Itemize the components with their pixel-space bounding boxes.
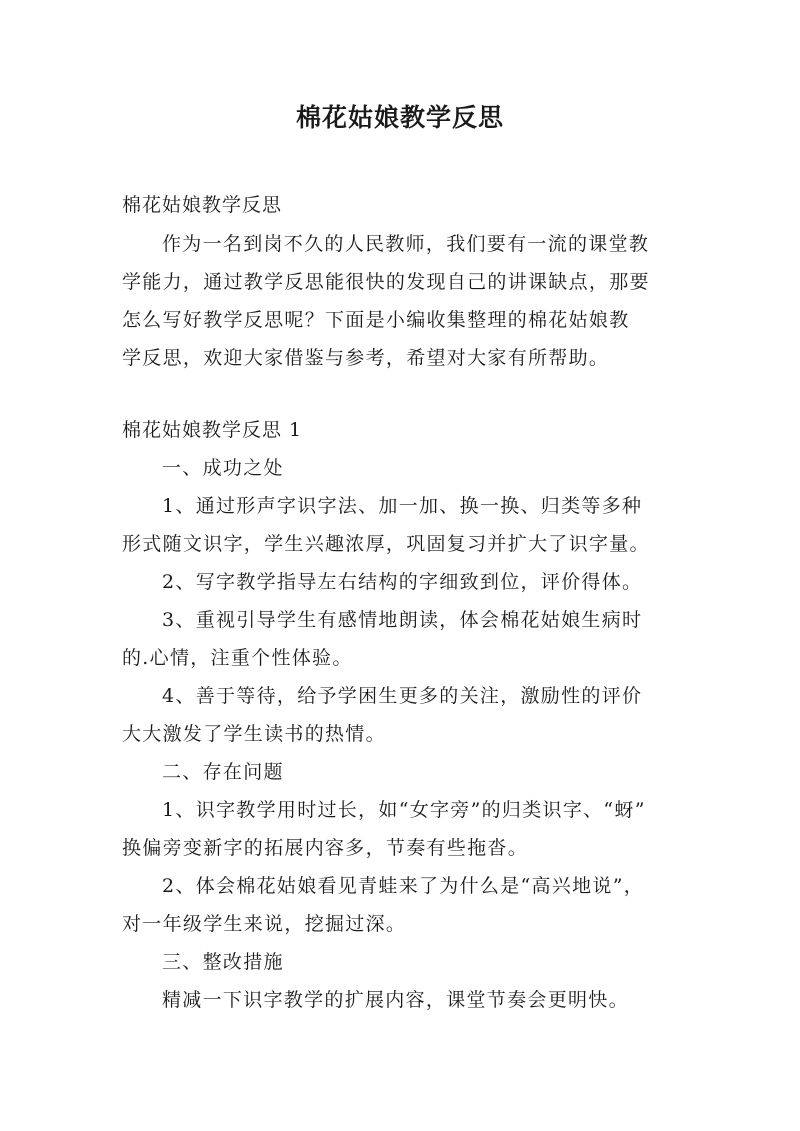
section-line: 4、善于等待，给予学困生更多的关注，激励性的评价: [162, 685, 643, 707]
section-line: 形式随文识字，学生兴趣浓厚，巩固复习并扩大了识字量。: [122, 533, 650, 555]
intro-line: 学反思，欢迎大家借鉴与参考，希望对大家有所帮助。: [122, 347, 610, 369]
intro-paragraph: [122, 225, 702, 377]
section-line: 的.心情，注重个性体验。: [122, 647, 353, 669]
section-line: 2、体会棉花姑娘看见青蛙来了为什么是“高兴地说”，: [162, 875, 645, 897]
intro-line: 作为一名到岗不久的人民教师，我们要有一流的课堂教: [162, 233, 650, 255]
section-line: 1、识字教学用时过长，如“女字旁”的归类识字、“蚜”: [162, 799, 646, 821]
section-line: 2、写字教学指导左右结构的字细致到位，评价得体。: [162, 571, 643, 593]
section-line: 1、通过形声字识字法、加一加、换一换、归类等多种: [162, 495, 643, 517]
intro-line: 怎么写好教学反思呢？下面是小编收集整理的棉花姑娘教: [122, 309, 630, 331]
section-heading: 棉花姑娘教学反思 1: [122, 419, 303, 441]
section-line: 3、重视引导学生有感情地朗读，体会棉花姑娘生病时: [162, 609, 643, 631]
section-line: 大大激发了学生读书的热情。: [122, 723, 386, 745]
page-title: 棉花姑娘教学反思: [295, 103, 504, 132]
section-line: 对一年级学生来说，挖掘过深。: [122, 913, 407, 935]
section-line: 换偏旁变新字的拓展内容多，节奏有些拖沓。: [122, 837, 529, 859]
section-line: 三、整改措施: [162, 951, 284, 973]
section-line: 一、成功之处: [162, 457, 284, 479]
intro-line: 学能力，通过教学反思能很快的发现自己的讲课缺点，那要: [122, 271, 650, 293]
section-line: 二、存在问题: [162, 761, 284, 783]
intro-heading: 棉花姑娘教学反思: [122, 194, 283, 216]
section-body: [122, 449, 702, 1019]
section-line: 精减一下识字教学的扩展内容，课堂节奏会更明快。: [162, 989, 629, 1011]
